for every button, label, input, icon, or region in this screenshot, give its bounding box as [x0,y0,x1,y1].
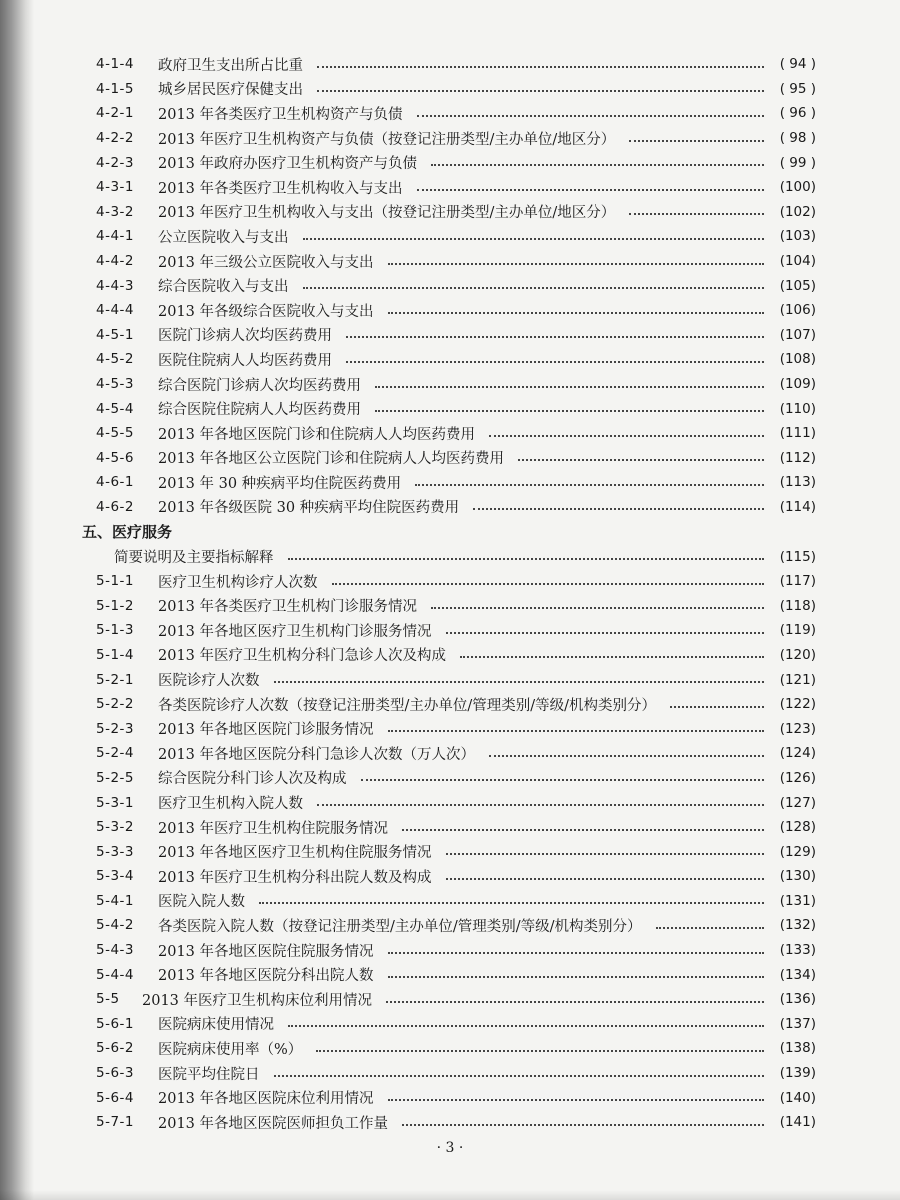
toc-entry-code: 5-4-1 [96,892,135,909]
toc-entry[interactable] [96,175,816,200]
toc-entry-title: 医院平均住院日 [158,1066,260,1083]
toc-entry-code: 4-5-3 [96,376,135,393]
toc-entry[interactable] [96,298,816,323]
toc-entry-code: 4-3-1 [96,179,135,196]
toc-entry-page: (140) [779,1089,816,1106]
toc-entry[interactable] [96,667,816,692]
leader-dots [288,1024,764,1027]
toc-entry-title: 2013 年各地区医疗卫生机构门诊服务情况 [158,623,432,640]
toc-entry-page: (137) [779,1015,816,1032]
toc-entry-page: (103) [779,228,816,245]
leader-dots [629,139,764,142]
toc-entry-title: 医院病床使用情况 [158,1017,274,1034]
leader-dots [259,901,764,904]
leader-dots [417,114,764,117]
toc-entry-page: (108) [779,351,816,368]
toc-entry[interactable] [96,495,816,520]
leader-dots [446,852,764,855]
leader-dots [431,606,764,609]
toc-entry-title: 2013 年各地区医院门诊服务情况 [158,722,374,739]
leader-dots [473,507,764,510]
section-5-entries [96,569,816,1135]
toc-entry-code: 5-3-2 [96,819,135,836]
toc-entry-page: (132) [779,917,816,934]
leader-dots [518,458,764,461]
section-5-heading[interactable] [82,519,816,544]
leader-dots [388,729,764,732]
toc-entry-page: ( 94 ) [779,56,816,73]
toc-entry-page: (121) [779,671,816,688]
leader-dots [274,1074,765,1077]
toc-entry[interactable] [96,421,816,446]
leader-dots [388,951,764,954]
toc-entry-title: 医疗卫生机构诊疗人次数 [158,574,318,591]
toc-entry-code: 5-3-1 [96,794,135,811]
toc-entry-page: ( 98 ) [779,130,816,147]
toc-entry-title: 2013 年各级医院 30 种疾病平均住院医药费用 [158,500,460,517]
toc-entry-code: 5-1-1 [96,573,135,590]
toc-entry-page: (138) [779,1040,816,1057]
toc-entry[interactable] [96,741,816,766]
toc-entry-code: 4-4-3 [96,277,135,294]
toc-entry-title: 公立医院收入与支出 [158,229,289,246]
toc-entry-code: 5-6-1 [96,1015,135,1032]
toc-entry-page: (109) [779,376,816,393]
toc-entry-page: (117) [779,573,816,590]
toc-entry-title: 2013 年医疗卫生机构分科出院人数及构成 [158,869,432,886]
toc-entry-title: 2013 年政府办医疗卫生机构资产与负债 [158,156,418,173]
toc-entry-page: (107) [779,326,816,343]
toc-entry[interactable] [96,987,816,1012]
toc-entry[interactable] [96,593,816,618]
toc-entry[interactable] [96,273,816,298]
toc-entry-code: 4-2-2 [96,130,135,147]
toc-entry[interactable] [96,446,816,471]
leader-dots [670,705,764,708]
toc-entry-code: 5-1-2 [96,597,135,614]
toc-entry-title: 2013 年各地区医院医师担负工作量 [158,1115,389,1132]
toc-entry[interactable] [96,938,816,963]
leader-dots [303,237,765,240]
toc-entry-title: 综合医院门诊病人次均医药费用 [158,377,361,394]
leader-dots [402,828,764,831]
toc-entry-title: 2013 年医疗卫生机构住院服务情况 [158,820,389,837]
toc-entry-page: (105) [779,277,816,294]
leader-dots [417,188,764,191]
toc-entry-code: 5-2-1 [96,671,135,688]
toc-entry[interactable] [96,569,816,594]
toc-entry-page: (112) [779,449,816,466]
leader-dots [317,65,764,68]
toc-entry-title: 政府卫生支出所占比重 [158,57,303,74]
leader-dots [446,631,764,634]
toc-entry[interactable] [96,101,816,126]
toc-entry-title: 医院住院病人人均医药费用 [158,352,332,369]
leader-dots [317,803,764,806]
toc-entry-page: (120) [779,646,816,663]
section-5-heading-text: 五、医疗服务 [82,523,173,542]
page-number-footer: · 3 · [436,1140,464,1156]
toc-entry[interactable] [96,1036,816,1061]
leader-dots [489,434,764,437]
toc-entry[interactable] [96,200,816,225]
toc-entry[interactable] [96,150,816,175]
leader-dots [346,360,764,363]
toc-entry-title: 综合医院收入与支出 [158,279,289,296]
toc-entry-page: (126) [779,769,816,786]
toc-entry[interactable] [96,323,816,348]
leader-dots [303,286,765,289]
toc-entry-page: (100) [779,179,816,196]
toc-entry-title: 医院门诊病人次均医药费用 [158,328,332,345]
toc-entry-page: (111) [779,425,816,442]
toc-entry-code: 4-1-5 [96,80,135,97]
table-of-contents [82,52,816,1135]
toc-entry-code: 4-2-3 [96,154,135,171]
toc-entry[interactable] [96,224,816,249]
toc-entry-page: (127) [779,794,816,811]
toc-entry-title: 简要说明及主要指标解释 [114,550,274,567]
toc-entry-page: (114) [779,498,816,515]
toc-entry-code: 5-7-1 [96,1114,135,1131]
toc-entry[interactable] [96,716,816,741]
leader-dots [361,778,765,781]
toc-entry-title: 2013 年医疗卫生机构床位利用情况 [142,992,373,1009]
toc-entry-code: 5-4-3 [96,942,135,959]
leader-dots [446,877,764,880]
toc-entry-title: 综合医院分科门诊人次及构成 [158,771,347,788]
toc-entry[interactable] [96,815,816,840]
toc-entry-code: 4-4-1 [96,228,135,245]
toc-entry-code: 5-6-4 [96,1089,135,1106]
toc-entry-title: 2013 年各地区医院门诊和住院病人人均医药费用 [158,426,476,443]
toc-entry-code: 4-3-2 [96,203,135,220]
toc-entry[interactable] [96,1061,816,1086]
toc-entry-title: 2013 年三级公立医院收入与支出 [158,254,374,271]
toc-entry-page: (141) [779,1114,816,1131]
toc-entry[interactable] [96,618,816,643]
toc-entry[interactable] [96,766,816,791]
toc-entry[interactable] [96,962,816,987]
toc-entry-page: (118) [779,597,816,614]
leader-dots [415,483,764,486]
toc-entry-page: (119) [779,622,816,639]
toc-entry-code: 5-4-4 [96,966,135,983]
leader-dots [388,262,764,265]
toc-entry-page: (136) [779,991,816,1008]
toc-entry[interactable] [96,249,816,274]
toc-entry[interactable] [96,790,816,815]
toc-entry-code: 4-1-4 [96,56,135,73]
toc-entry-title: 综合医院住院病人人均医药费用 [158,402,361,419]
toc-entry[interactable] [96,372,816,397]
leader-dots [388,1098,764,1101]
toc-entry-title: 2013 年医疗卫生机构收入与支出（按登记注册类型/主办单位/地区分） [158,205,616,222]
toc-entry-code: 4-4-2 [96,253,135,270]
toc-entry[interactable] [96,126,816,151]
leader-dots [346,335,764,338]
toc-entry-page: (106) [779,302,816,319]
leader-dots [629,212,764,215]
toc-entry-page: (113) [779,474,816,491]
leader-dots [460,655,764,658]
toc-entry-code: 4-6-1 [96,474,135,491]
toc-entry[interactable] [96,470,816,495]
leader-dots [375,385,764,388]
leader-dots [388,311,764,314]
toc-entry-code: 5-2-3 [96,720,135,737]
toc-entry[interactable] [96,1012,816,1037]
toc-entry-code: 4-2-1 [96,105,135,122]
toc-entry-page: (129) [779,843,816,860]
toc-entry-code: 5-3-3 [96,843,135,860]
toc-entry-title: 2013 年各地区公立医院门诊和住院病人人均医药费用 [158,451,505,468]
section-4-entries [96,52,816,519]
leader-dots [317,89,764,92]
toc-entry[interactable] [96,839,816,864]
toc-entry[interactable] [96,692,816,717]
toc-entry-title: 医院诊疗人次数 [158,673,260,690]
toc-entry-code: 4-5-2 [96,351,135,368]
toc-entry[interactable] [96,1110,816,1135]
leader-dots [332,582,765,585]
toc-entry-page: (110) [779,400,816,417]
toc-entry[interactable] [96,864,816,889]
toc-entry-code: 5-1-3 [96,622,135,639]
toc-entry-title: 2013 年 30 种疾病平均住院医药费用 [158,475,402,492]
toc-entry-code: 4-6-2 [96,498,135,515]
toc-entry-page: (102) [779,203,816,220]
toc-entry-title: 2013 年各地区医院床位利用情况 [158,1091,374,1108]
toc-entry[interactable] [96,643,816,668]
leader-dots [375,409,764,412]
toc-entry-title: 医院病床使用率（%） [158,1041,303,1058]
toc-entry-code: 4-5-5 [96,425,135,442]
toc-entry-page: (123) [779,720,816,737]
leader-dots [656,926,764,929]
toc-entry-title: 2013 年各类医疗卫生机构门诊服务情况 [158,599,418,616]
toc-entry-title: 2013 年各地区医院住院服务情况 [158,943,374,960]
toc-entry-page: (133) [779,942,816,959]
toc-entry-code: 5-3-4 [96,868,135,885]
toc-entry[interactable] [96,77,816,102]
toc-entry-code: 4-5-6 [96,449,135,466]
leader-dots [431,163,764,166]
toc-entry-code: 5-2-5 [96,769,135,786]
toc-entry-code: 4-5-1 [96,326,135,343]
toc-entry-page: (124) [779,745,816,762]
toc-entry-page: (122) [779,696,816,713]
toc-entry[interactable] [96,913,816,938]
leader-dots [388,975,764,978]
toc-entry-title: 2013 年各地区医院分科门急诊人次数（万人次） [158,746,476,763]
toc-entry[interactable] [96,889,816,914]
page-bottom-shadow [0,1190,900,1200]
toc-entry-code: 5-5 [96,991,120,1008]
toc-entry[interactable] [96,347,816,372]
toc-entry-title: 2013 年各地区医疗卫生机构住院服务情况 [158,845,432,862]
toc-entry-code: 5-2-2 [96,696,135,713]
toc-entry-page: ( 96 ) [779,105,816,122]
leader-dots [402,1123,764,1126]
toc-entry-code: 5-1-4 [96,646,135,663]
toc-entry-page: ( 99 ) [779,154,816,171]
toc-entry-title: 2013 年医疗卫生机构资产与负债（按登记注册类型/主办单位/地区分） [158,131,616,148]
leader-dots [316,1049,764,1052]
leader-dots [386,1000,764,1003]
toc-entry-code: 4-4-4 [96,302,135,319]
toc-entry[interactable] [96,52,816,77]
toc-entry-section-5-intro[interactable] [96,544,816,569]
toc-entry-title: 医院入院人数 [158,894,245,911]
leader-dots [288,557,765,560]
toc-entry-page: (131) [779,892,816,909]
toc-entry-code: 4-5-4 [96,400,135,417]
book-spine-shadow [0,0,34,1200]
toc-entry-title: 各类医院入院人数（按登记注册类型/主办单位/管理类别/等级/机构类别分） [158,918,642,935]
toc-entry[interactable] [96,396,816,421]
toc-entry-page: (128) [779,819,816,836]
toc-entry-title: 医疗卫生机构入院人数 [158,796,303,813]
toc-entry-page: ( 95 ) [779,80,816,97]
toc-entry-title: 2013 年各级综合医院收入与支出 [158,303,374,320]
leader-dots [274,680,765,683]
toc-entry-page: (130) [779,868,816,885]
toc-entry-code: 5-6-2 [96,1040,135,1057]
toc-entry-page: (104) [779,253,816,270]
toc-entry-title: 2013 年各地区医院分科出院人数 [158,968,374,985]
toc-entry-title: 城乡居民医疗保健支出 [158,82,303,99]
toc-entry-title: 2013 年各类医疗卫生机构资产与负债 [158,106,403,123]
toc-entry-page: (139) [779,1065,816,1082]
toc-entry-code: 5-2-4 [96,745,135,762]
toc-entry-title: 2013 年各类医疗卫生机构收入与支出 [158,180,403,197]
toc-entry-page: (134) [779,966,816,983]
toc-entry-code: 5-4-2 [96,917,135,934]
toc-entry-page: (115) [779,548,816,565]
toc-entry-code: 5-6-3 [96,1065,135,1082]
leader-dots [489,754,764,757]
toc-entry-title: 各类医院诊疗人次数（按登记注册类型/主办单位/管理类别/等级/机构类别分） [158,697,657,714]
toc-entry[interactable] [96,1085,816,1110]
toc-entry-title: 2013 年医疗卫生机构分科门急诊人次及构成 [158,648,447,665]
